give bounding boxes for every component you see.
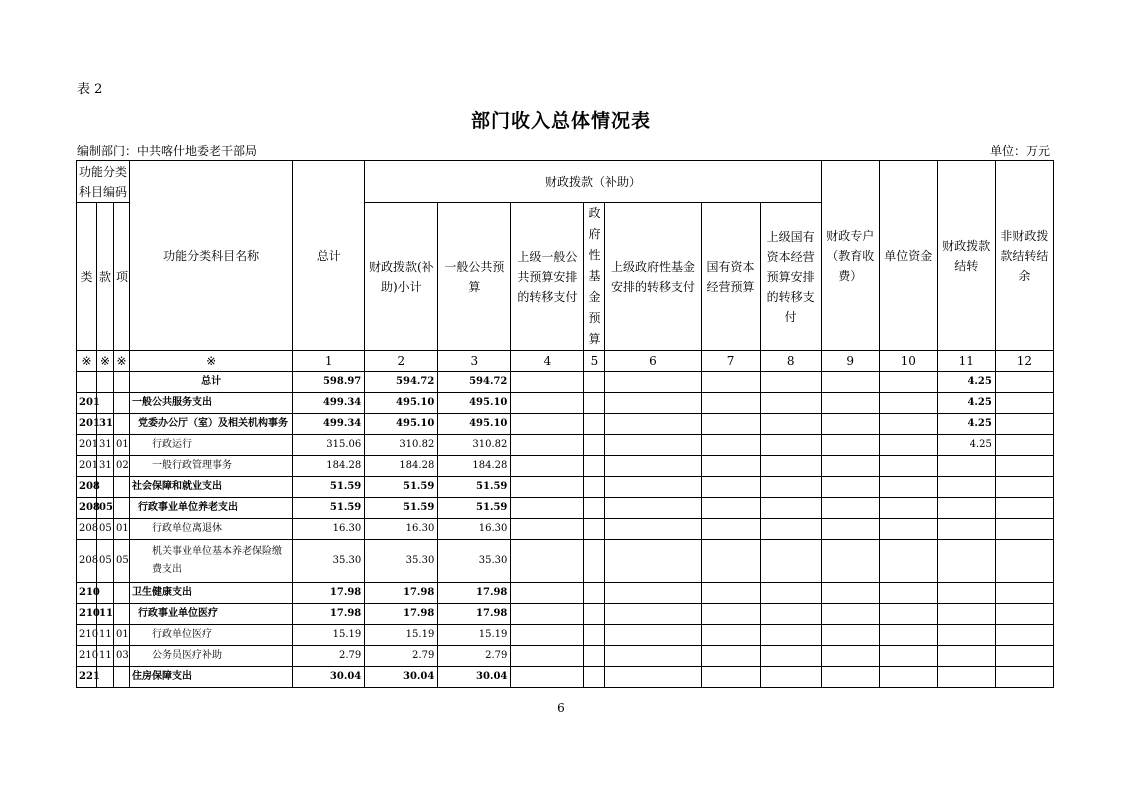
value-carryover bbox=[937, 625, 995, 646]
value-col-7 bbox=[701, 519, 760, 540]
code-xiang bbox=[114, 498, 130, 519]
value-fiscal-subtotal: 17.98 bbox=[365, 604, 438, 625]
index-cell: 2 bbox=[365, 351, 438, 372]
value-col-4 bbox=[511, 604, 584, 625]
value-col-6 bbox=[605, 519, 701, 540]
value-col-8 bbox=[760, 604, 821, 625]
code-lei bbox=[77, 372, 97, 393]
value-total: 51.59 bbox=[293, 498, 365, 519]
value-col-6 bbox=[605, 667, 701, 688]
table-row bbox=[77, 456, 1054, 477]
value-fiscal-subtotal: 16.30 bbox=[365, 519, 438, 540]
value-col-6 bbox=[605, 604, 701, 625]
value-fiscal-subtotal: 495.10 bbox=[365, 414, 438, 435]
index-cell: ※ bbox=[97, 351, 114, 372]
header-c2: 财政拨款(补助)小计 bbox=[365, 203, 438, 351]
item-name: 行政事业单位医疗 bbox=[130, 604, 293, 625]
header-c9: 财政专户（教育收费） bbox=[821, 161, 879, 351]
value-col-9 bbox=[821, 604, 879, 625]
value-carryover bbox=[937, 540, 995, 583]
index-cell: ※ bbox=[130, 351, 293, 372]
code-lei: 201 bbox=[77, 456, 97, 477]
item-name: 总计 bbox=[130, 372, 293, 393]
value-col-8 bbox=[760, 625, 821, 646]
value-col-6 bbox=[605, 435, 701, 456]
code-xiang bbox=[114, 393, 130, 414]
value-col-10 bbox=[879, 667, 937, 688]
compiling-department: 编制部门：中共喀什地委老干部局 bbox=[77, 144, 258, 158]
header-c8: 上级国有资本经营预算安排的转移支付 bbox=[760, 203, 821, 351]
value-col-7 bbox=[701, 583, 760, 604]
value-general-budget: 17.98 bbox=[438, 604, 511, 625]
code-kuan: 31 bbox=[97, 435, 114, 456]
value-col-6 bbox=[605, 625, 701, 646]
code-kuan: 31 bbox=[97, 456, 114, 477]
value-fiscal-subtotal: 594.72 bbox=[365, 372, 438, 393]
value-carryover bbox=[937, 477, 995, 498]
value-col-10 bbox=[879, 435, 937, 456]
value-col-8 bbox=[760, 456, 821, 477]
value-fiscal-subtotal: 495.10 bbox=[365, 393, 438, 414]
value-col-10 bbox=[879, 393, 937, 414]
value-fiscal-subtotal: 51.59 bbox=[365, 498, 438, 519]
header-lei: 类 bbox=[77, 203, 97, 351]
value-col-7 bbox=[701, 414, 760, 435]
item-name: 行政事业单位养老支出 bbox=[130, 498, 293, 519]
value-col-8 bbox=[760, 498, 821, 519]
value-fiscal-subtotal: 2.79 bbox=[365, 646, 438, 667]
index-cell: 10 bbox=[879, 351, 937, 372]
value-col-10 bbox=[879, 414, 937, 435]
value-col-4 bbox=[511, 477, 584, 498]
value-general-budget: 16.30 bbox=[438, 519, 511, 540]
table-row bbox=[77, 414, 1054, 435]
value-general-budget: 184.28 bbox=[438, 456, 511, 477]
value-col-7 bbox=[701, 540, 760, 583]
value-col-9 bbox=[821, 667, 879, 688]
value-col-8 bbox=[760, 372, 821, 393]
value-col-4 bbox=[511, 646, 584, 667]
value-col-9 bbox=[821, 646, 879, 667]
value-total: 499.34 bbox=[293, 414, 365, 435]
value-col-12 bbox=[995, 435, 1053, 456]
index-cell: 11 bbox=[937, 351, 995, 372]
value-fiscal-subtotal: 51.59 bbox=[365, 477, 438, 498]
value-col-6 bbox=[605, 583, 701, 604]
code-lei: 210 bbox=[77, 604, 97, 625]
value-col-9 bbox=[821, 477, 879, 498]
table-row bbox=[77, 393, 1054, 414]
value-col-5 bbox=[584, 372, 605, 393]
value-col-4 bbox=[511, 414, 584, 435]
index-cell: ※ bbox=[77, 351, 97, 372]
value-fiscal-subtotal: 35.30 bbox=[365, 540, 438, 583]
header-fiscal-group: 财政拨款（补助） bbox=[365, 161, 821, 203]
value-col-12 bbox=[995, 625, 1053, 646]
header-c11: 财政拨款结转 bbox=[937, 161, 995, 351]
value-col-10 bbox=[879, 456, 937, 477]
value-col-5 bbox=[584, 414, 605, 435]
code-xiang: 01 bbox=[114, 435, 130, 456]
value-col-8 bbox=[760, 667, 821, 688]
code-lei: 201 bbox=[77, 414, 97, 435]
header-c5 bbox=[584, 203, 605, 351]
value-general-budget: 35.30 bbox=[438, 540, 511, 583]
value-carryover bbox=[937, 456, 995, 477]
index-cell: 6 bbox=[605, 351, 701, 372]
code-kuan: 11 bbox=[97, 625, 114, 646]
value-carryover bbox=[937, 604, 995, 625]
table-row bbox=[77, 372, 1054, 393]
value-col-9 bbox=[821, 372, 879, 393]
table-row bbox=[77, 435, 1054, 456]
value-col-5 bbox=[584, 498, 605, 519]
code-kuan: 05 bbox=[97, 540, 114, 583]
value-col-5 bbox=[584, 540, 605, 583]
code-xiang bbox=[114, 372, 130, 393]
value-fiscal-subtotal: 17.98 bbox=[365, 583, 438, 604]
value-col-12 bbox=[995, 667, 1053, 688]
item-name: 党委办公厅（室）及相关机构事务 bbox=[130, 414, 293, 435]
value-col-8 bbox=[760, 414, 821, 435]
value-col-4 bbox=[511, 393, 584, 414]
value-col-5 bbox=[584, 456, 605, 477]
header-c10: 单位资金 bbox=[879, 161, 937, 351]
code-lei: 208 bbox=[77, 540, 97, 583]
value-general-budget: 495.10 bbox=[438, 414, 511, 435]
table-row bbox=[77, 625, 1054, 646]
value-col-9 bbox=[821, 519, 879, 540]
code-kuan: 05 bbox=[97, 519, 114, 540]
value-col-10 bbox=[879, 540, 937, 583]
value-col-12 bbox=[995, 372, 1053, 393]
index-cell: 8 bbox=[760, 351, 821, 372]
header-c3: 一般公共预算 bbox=[438, 203, 511, 351]
index-cell: 9 bbox=[821, 351, 879, 372]
value-col-4 bbox=[511, 667, 584, 688]
value-col-5 bbox=[584, 604, 605, 625]
value-col-7 bbox=[701, 456, 760, 477]
value-col-7 bbox=[701, 604, 760, 625]
item-name: 一般行政管理事务 bbox=[130, 456, 293, 477]
table-row bbox=[77, 604, 1054, 625]
value-col-12 bbox=[995, 604, 1053, 625]
code-xiang bbox=[114, 477, 130, 498]
value-total: 15.19 bbox=[293, 625, 365, 646]
value-col-7 bbox=[701, 372, 760, 393]
value-carryover bbox=[937, 498, 995, 519]
value-general-budget: 51.59 bbox=[438, 477, 511, 498]
value-col-10 bbox=[879, 477, 937, 498]
value-col-9 bbox=[821, 414, 879, 435]
unit-label: 单位：万元 bbox=[989, 144, 1050, 158]
value-total: 499.34 bbox=[293, 393, 365, 414]
table-row bbox=[77, 646, 1054, 667]
header-kuan: 款 bbox=[97, 203, 114, 351]
value-total: 315.06 bbox=[293, 435, 365, 456]
value-col-6 bbox=[605, 456, 701, 477]
value-col-10 bbox=[879, 583, 937, 604]
index-cell: ※ bbox=[114, 351, 130, 372]
value-carryover bbox=[937, 519, 995, 540]
value-col-9 bbox=[821, 540, 879, 583]
header-code-group: 功能分类科目编码 bbox=[77, 161, 130, 203]
code-lei: 208 bbox=[77, 519, 97, 540]
code-xiang bbox=[114, 414, 130, 435]
value-col-4 bbox=[511, 583, 584, 604]
code-kuan bbox=[97, 372, 114, 393]
value-col-5 bbox=[584, 583, 605, 604]
value-general-budget: 51.59 bbox=[438, 498, 511, 519]
value-carryover bbox=[937, 667, 995, 688]
value-col-4 bbox=[511, 540, 584, 583]
value-carryover: 4.25 bbox=[937, 393, 995, 414]
value-col-4 bbox=[511, 519, 584, 540]
value-col-8 bbox=[760, 646, 821, 667]
value-col-7 bbox=[701, 393, 760, 414]
table-tag: 表 2 bbox=[77, 82, 103, 97]
value-col-7 bbox=[701, 667, 760, 688]
code-lei: 208 bbox=[77, 498, 97, 519]
value-col-8 bbox=[760, 477, 821, 498]
value-col-7 bbox=[701, 477, 760, 498]
value-col-4 bbox=[511, 435, 584, 456]
header-c4: 上级一般公共预算安排的转移支付 bbox=[511, 203, 584, 351]
value-col-4 bbox=[511, 498, 584, 519]
value-general-budget: 30.04 bbox=[438, 667, 511, 688]
value-col-8 bbox=[760, 393, 821, 414]
value-total: 2.79 bbox=[293, 646, 365, 667]
value-col-6 bbox=[605, 498, 701, 519]
value-col-9 bbox=[821, 625, 879, 646]
value-col-9 bbox=[821, 583, 879, 604]
value-col-12 bbox=[995, 583, 1053, 604]
value-carryover bbox=[937, 646, 995, 667]
value-carryover bbox=[937, 583, 995, 604]
code-xiang bbox=[114, 667, 130, 688]
header-c12: 非财政拨款结转结余 bbox=[995, 161, 1053, 351]
value-col-12 bbox=[995, 393, 1053, 414]
value-total: 51.59 bbox=[293, 477, 365, 498]
code-xiang: 02 bbox=[114, 456, 130, 477]
value-general-budget: 594.72 bbox=[438, 372, 511, 393]
value-carryover: 4.25 bbox=[937, 414, 995, 435]
value-total: 598.97 bbox=[293, 372, 365, 393]
value-col-7 bbox=[701, 498, 760, 519]
value-col-5 bbox=[584, 519, 605, 540]
value-total: 16.30 bbox=[293, 519, 365, 540]
value-col-12 bbox=[995, 540, 1053, 583]
value-col-12 bbox=[995, 456, 1053, 477]
value-total: 184.28 bbox=[293, 456, 365, 477]
item-name: 一般公共服务支出 bbox=[130, 393, 293, 414]
value-col-4 bbox=[511, 625, 584, 646]
value-general-budget: 17.98 bbox=[438, 583, 511, 604]
value-col-5 bbox=[584, 393, 605, 414]
table-row bbox=[77, 540, 1054, 583]
value-col-7 bbox=[701, 435, 760, 456]
value-col-12 bbox=[995, 646, 1053, 667]
value-total: 17.98 bbox=[293, 604, 365, 625]
value-col-6 bbox=[605, 540, 701, 583]
code-lei: 201 bbox=[77, 435, 97, 456]
value-col-6 bbox=[605, 414, 701, 435]
value-col-6 bbox=[605, 477, 701, 498]
value-carryover: 4.25 bbox=[937, 372, 995, 393]
table-row bbox=[77, 519, 1054, 540]
value-col-10 bbox=[879, 604, 937, 625]
header-c5-text: 政府性基金预算 bbox=[588, 206, 601, 346]
code-xiang: 05 bbox=[114, 540, 130, 583]
header-name: 功能分类科目名称 bbox=[130, 161, 293, 351]
value-col-6 bbox=[605, 646, 701, 667]
code-lei: 221 bbox=[77, 667, 97, 688]
index-cell: 12 bbox=[995, 351, 1053, 372]
value-col-9 bbox=[821, 393, 879, 414]
value-col-5 bbox=[584, 477, 605, 498]
code-lei: 201 bbox=[77, 393, 97, 414]
value-col-8 bbox=[760, 540, 821, 583]
table-body bbox=[77, 372, 1054, 688]
code-lei: 210 bbox=[77, 625, 97, 646]
header-c6: 上级政府性基金安排的转移支付 bbox=[605, 203, 701, 351]
code-lei: 210 bbox=[77, 646, 97, 667]
item-name: 社会保障和就业支出 bbox=[130, 477, 293, 498]
code-kuan: 11 bbox=[97, 646, 114, 667]
item-name: 公务员医疗补助 bbox=[130, 646, 293, 667]
index-cell: 1 bbox=[293, 351, 365, 372]
value-col-8 bbox=[760, 519, 821, 540]
value-total: 30.04 bbox=[293, 667, 365, 688]
table-row bbox=[77, 498, 1054, 519]
value-col-8 bbox=[760, 435, 821, 456]
index-cell: 5 bbox=[584, 351, 605, 372]
code-lei: 210 bbox=[77, 583, 97, 604]
item-name: 行政运行 bbox=[130, 435, 293, 456]
value-col-7 bbox=[701, 625, 760, 646]
value-fiscal-subtotal: 310.82 bbox=[365, 435, 438, 456]
item-name: 行政单位医疗 bbox=[130, 625, 293, 646]
table-row bbox=[77, 583, 1054, 604]
page-title: 部门收入总体情况表 bbox=[470, 110, 651, 132]
item-name: 卫生健康支出 bbox=[130, 583, 293, 604]
value-col-12 bbox=[995, 477, 1053, 498]
code-xiang: 03 bbox=[114, 646, 130, 667]
index-cell: 4 bbox=[511, 351, 584, 372]
index-row bbox=[77, 351, 1054, 372]
value-col-5 bbox=[584, 435, 605, 456]
value-col-10 bbox=[879, 625, 937, 646]
value-col-7 bbox=[701, 646, 760, 667]
code-kuan: 31 bbox=[97, 414, 114, 435]
value-col-10 bbox=[879, 646, 937, 667]
value-fiscal-subtotal: 30.04 bbox=[365, 667, 438, 688]
code-kuan: 11 bbox=[97, 604, 114, 625]
value-col-6 bbox=[605, 393, 701, 414]
value-col-5 bbox=[584, 667, 605, 688]
value-carryover: 4.25 bbox=[937, 435, 995, 456]
value-col-9 bbox=[821, 456, 879, 477]
page-number: 6 bbox=[557, 701, 565, 715]
header-c7: 国有资本经营预算 bbox=[701, 203, 760, 351]
value-general-budget: 495.10 bbox=[438, 393, 511, 414]
value-general-budget: 2.79 bbox=[438, 646, 511, 667]
value-col-6 bbox=[605, 372, 701, 393]
value-col-10 bbox=[879, 519, 937, 540]
value-col-10 bbox=[879, 498, 937, 519]
code-xiang: 01 bbox=[114, 519, 130, 540]
value-fiscal-subtotal: 15.19 bbox=[365, 625, 438, 646]
value-col-12 bbox=[995, 498, 1053, 519]
item-name: 机关事业单位基本养老保险缴费支出 bbox=[130, 540, 293, 583]
item-name: 住房保障支出 bbox=[130, 667, 293, 688]
value-col-9 bbox=[821, 435, 879, 456]
index-cell: 7 bbox=[701, 351, 760, 372]
code-kuan: 05 bbox=[97, 498, 114, 519]
value-col-8 bbox=[760, 583, 821, 604]
code-xiang bbox=[114, 604, 130, 625]
code-xiang bbox=[114, 583, 130, 604]
value-col-4 bbox=[511, 456, 584, 477]
index-cell: 3 bbox=[438, 351, 511, 372]
value-fiscal-subtotal: 184.28 bbox=[365, 456, 438, 477]
value-col-9 bbox=[821, 498, 879, 519]
value-total: 35.30 bbox=[293, 540, 365, 583]
code-lei: 208 bbox=[77, 477, 97, 498]
item-name: 行政单位离退休 bbox=[130, 519, 293, 540]
value-total: 17.98 bbox=[293, 583, 365, 604]
value-col-12 bbox=[995, 414, 1053, 435]
value-col-12 bbox=[995, 519, 1053, 540]
code-xiang: 01 bbox=[114, 625, 130, 646]
value-col-4 bbox=[511, 372, 584, 393]
value-col-5 bbox=[584, 625, 605, 646]
table-row bbox=[77, 667, 1054, 688]
income-summary-table bbox=[76, 160, 1054, 688]
value-general-budget: 310.82 bbox=[438, 435, 511, 456]
header-xiang: 项 bbox=[114, 203, 130, 351]
value-col-5 bbox=[584, 646, 605, 667]
value-col-10 bbox=[879, 372, 937, 393]
header-total: 总计 bbox=[293, 161, 365, 351]
value-general-budget: 15.19 bbox=[438, 625, 511, 646]
table-row bbox=[77, 477, 1054, 498]
